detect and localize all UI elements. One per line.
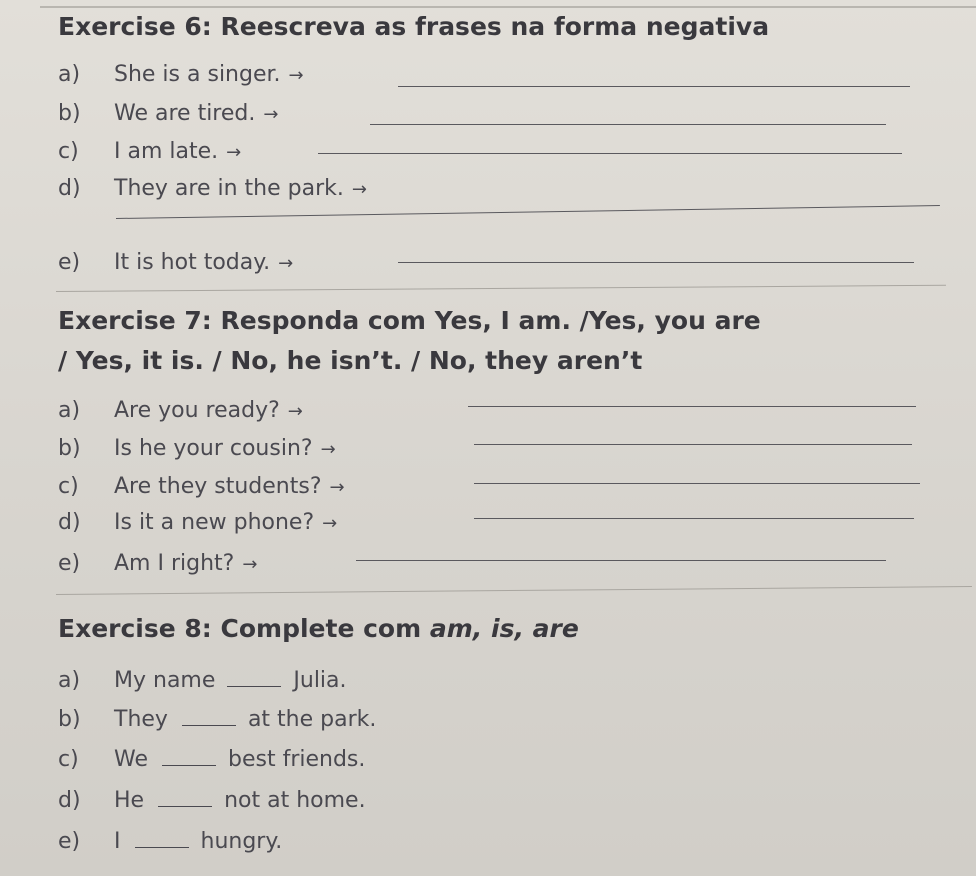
answer-line-6d[interactable] — [116, 205, 940, 219]
ex8-item-a — [58, 666, 347, 693]
item-letter: a) — [58, 668, 81, 693]
fill-blank-8a[interactable] — [227, 666, 281, 687]
fill-blank-8e[interactable] — [135, 827, 189, 848]
section-divider — [56, 586, 972, 595]
arrow-icon: → — [287, 401, 303, 422]
item-sentence: I am late. — [114, 139, 219, 164]
item-sentence: She is a singer. — [114, 62, 281, 87]
item-letter: a) — [58, 62, 81, 87]
answer-line-7d[interactable] — [474, 518, 914, 519]
answer-line-6a[interactable] — [398, 86, 910, 87]
answer-line-7c[interactable] — [474, 483, 920, 484]
item-letter: e) — [58, 551, 81, 576]
item-question: Are you ready? — [114, 398, 280, 423]
ex8-item-d — [58, 786, 366, 813]
item-letter: d) — [58, 510, 81, 535]
ex6-item-a — [58, 62, 304, 87]
arrow-icon: → — [288, 65, 304, 86]
ex8-item-b — [58, 705, 376, 732]
fill-blank-8c[interactable] — [162, 745, 216, 766]
top-divider — [40, 6, 976, 8]
item-question: Are they students? — [114, 474, 322, 499]
item-question: Is he your cousin? — [114, 436, 313, 461]
arrow-icon: → — [263, 104, 279, 125]
exercise-8-title-words: am, is, are — [429, 614, 579, 643]
item-after: best friends. — [228, 747, 366, 772]
fill-blank-8d[interactable] — [158, 786, 212, 807]
exercise-7-title-line1: Exercise 7: Responda com Yes, I am. /Yes, you are — [58, 306, 761, 335]
fill-blank-8b[interactable] — [182, 705, 236, 726]
item-letter: d) — [58, 176, 81, 201]
item-letter: c) — [58, 474, 79, 499]
exercise-8-title — [58, 614, 579, 643]
ex8-item-c — [58, 745, 365, 772]
ex7-item-e — [58, 551, 257, 576]
ex6-item-e — [58, 250, 293, 275]
arrow-icon: → — [226, 142, 242, 163]
arrow-icon: → — [278, 253, 294, 274]
item-letter: b) — [58, 707, 81, 732]
arrow-icon: → — [320, 439, 336, 460]
answer-line-7a[interactable] — [468, 406, 916, 407]
item-sentence: It is hot today. — [114, 250, 271, 275]
ex6-item-b — [58, 101, 278, 126]
ex7-item-c — [58, 474, 345, 499]
exercise-8-title-prefix: Exercise 8: Complete com — [58, 614, 430, 643]
item-after: not at home. — [224, 788, 366, 813]
item-after: Julia. — [293, 668, 347, 693]
ex6-item-d — [58, 176, 367, 201]
item-letter: d) — [58, 788, 81, 813]
exercise-6-title: Exercise 6: Reescreva as frases na forma negativa — [58, 12, 770, 41]
answer-line-6c[interactable] — [318, 153, 902, 154]
arrow-icon: → — [322, 513, 338, 534]
item-question: Is it a new phone? — [114, 510, 315, 535]
arrow-icon: → — [351, 179, 367, 200]
item-letter: b) — [58, 101, 81, 126]
item-letter: b) — [58, 436, 81, 461]
item-after: hungry. — [200, 829, 283, 854]
item-letter: e) — [58, 829, 81, 854]
item-letter: a) — [58, 398, 81, 423]
answer-line-6b[interactable] — [370, 124, 886, 125]
ex6-item-c — [58, 139, 241, 164]
item-letter: e) — [58, 250, 81, 275]
answer-line-7e[interactable] — [356, 560, 886, 561]
item-before: My name — [114, 668, 216, 693]
ex8-item-e — [58, 827, 282, 854]
item-letter: c) — [58, 139, 79, 164]
arrow-icon: → — [329, 477, 345, 498]
section-divider — [56, 285, 946, 292]
item-before: We — [114, 747, 148, 772]
item-question: Am I right? — [114, 551, 235, 576]
answer-line-6e[interactable] — [398, 262, 914, 263]
exercise-7-title-line2: / Yes, it is. / No, he isn’t. / No, they aren’t — [58, 346, 643, 375]
answer-line-7b[interactable] — [474, 444, 912, 445]
item-sentence: We are tired. — [114, 101, 256, 126]
ex7-item-a — [58, 398, 303, 423]
item-before: They — [114, 707, 168, 732]
arrow-icon: → — [242, 554, 258, 575]
item-before: I — [114, 829, 121, 854]
ex7-item-b — [58, 436, 336, 461]
item-after: at the park. — [247, 707, 377, 732]
item-letter: c) — [58, 747, 79, 772]
ex7-item-d — [58, 510, 337, 535]
item-sentence: They are in the park. — [114, 176, 344, 201]
item-before: He — [114, 788, 145, 813]
